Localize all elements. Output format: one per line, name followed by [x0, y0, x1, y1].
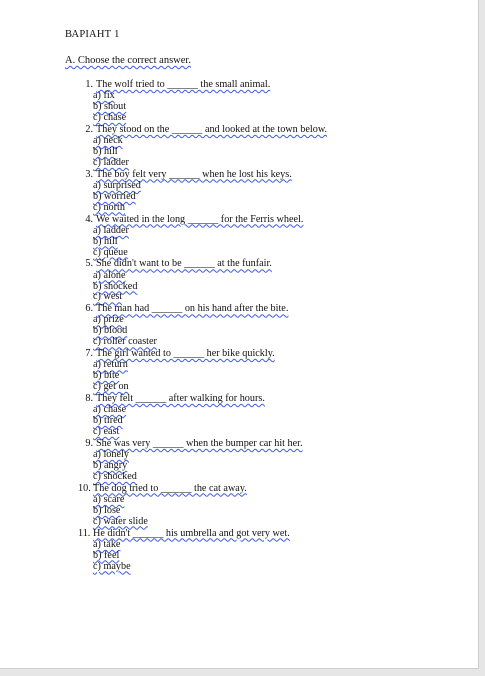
answer-option-text: b) lose — [93, 504, 121, 516]
answer-option-text: c) north — [93, 201, 125, 213]
answer-option-text: a) surprised — [93, 179, 141, 191]
answer-option-text: a) prize — [93, 314, 124, 326]
answer-option — [78, 248, 327, 259]
answer-option-text: a) alone — [93, 269, 126, 281]
question-text: The dog tried to ______ the cat away. — [93, 482, 247, 494]
answer-option-text: c) water slide — [93, 515, 148, 527]
answer-option-text: c) east — [93, 425, 120, 437]
answer-option-text: b) angry — [93, 459, 128, 471]
answer-option-text: a) fix — [93, 90, 115, 102]
question-text: The boy felt very ______ when he lost his keys. — [96, 168, 292, 180]
answer-option-text: c) ladder — [93, 156, 129, 168]
answer-option — [78, 472, 327, 483]
question-number: 8. — [85, 393, 93, 405]
answer-option-text: a) ladder — [93, 224, 129, 236]
section-title: A. Choose the correct answer. — [65, 55, 191, 66]
answer-option — [78, 562, 327, 573]
question-text: The man had ______ on his hand after the bite. — [96, 303, 289, 315]
answer-option — [78, 382, 327, 393]
answer-option — [78, 337, 327, 348]
question-number: 3. — [85, 168, 93, 180]
answer-option-text: c) queue — [93, 246, 128, 258]
question-text: She was very ______ when the bumper car hit her. — [96, 437, 303, 449]
answer-option-text: b) hill — [93, 235, 118, 247]
question-text: They felt ______ after walking for hours. — [96, 393, 265, 405]
answer-option-text: a) neck — [93, 135, 123, 147]
answer-option-text: c) west — [93, 291, 123, 303]
question-1 — [78, 79, 327, 91]
answer-option — [78, 113, 327, 124]
answer-option-text: a) return — [93, 359, 128, 371]
answer-option — [78, 427, 327, 438]
question-number: 11. — [78, 527, 91, 539]
question-number: 1. — [85, 79, 93, 90]
answer-option-text: c) roller coaster — [93, 336, 157, 348]
question-text: She didn't want to be ______ at the funfair. — [96, 258, 272, 270]
answer-option-text: b) tired — [93, 415, 123, 427]
answer-option-text: c) maybe — [93, 560, 131, 572]
question-number: 2. — [85, 123, 93, 135]
answer-option-text: a) lonely — [93, 449, 129, 461]
question-text: We waited in the long ______ for the Ferris wheel. — [96, 213, 304, 225]
question-text: They stood on the ______ and looked at the town below. — [96, 123, 328, 135]
question-number: 10. — [78, 482, 91, 494]
question-number: 7. — [85, 348, 93, 360]
answer-option — [78, 203, 327, 214]
variant-title: ВАРІАНТ 1 — [65, 29, 120, 40]
answer-option-text: c) shocked — [93, 470, 137, 482]
answer-option-text: b) feel — [93, 549, 120, 561]
question-number: 6. — [85, 303, 93, 315]
answer-option — [78, 517, 327, 528]
answer-option-text: b) hill — [93, 145, 118, 157]
answer-option-text: c) get on — [93, 381, 129, 393]
question-number: 9. — [85, 437, 93, 449]
answer-option-text: a) chase — [93, 404, 127, 416]
answer-option-text: b) shocked — [93, 280, 138, 292]
answer-option — [78, 158, 327, 169]
question-number: 5. — [85, 258, 93, 270]
question-number: 4. — [85, 213, 93, 225]
question-list — [78, 79, 327, 572]
answer-option-text: b) worried — [93, 190, 136, 202]
answer-option-text: b) blood — [93, 325, 128, 337]
answer-option-text: a) take — [93, 538, 121, 550]
answer-option-text: b) bite — [93, 370, 120, 382]
answer-option — [78, 292, 327, 303]
question-text: The girl wanted to ______ her bike quickly. — [96, 348, 275, 360]
answer-option-text: a) scare — [93, 493, 125, 505]
question-text: He didn't ______ his umbrella and got very wet. — [93, 527, 290, 539]
answer-option-text: c) chase — [93, 111, 127, 123]
answer-option-text: b) shout — [93, 101, 127, 113]
question-text: The wolf tried to ______ the small animal. — [96, 79, 271, 90]
